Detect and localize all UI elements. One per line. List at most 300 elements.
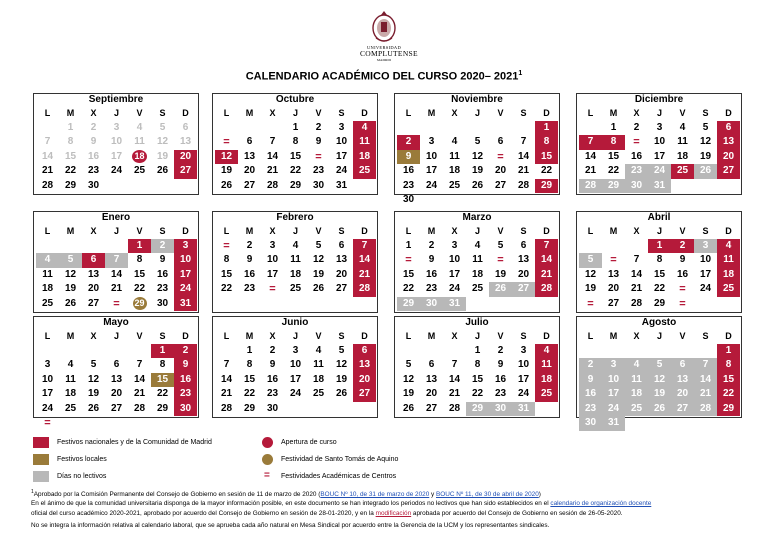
weekday-header: L (587, 226, 594, 236)
day-number: 21 (699, 388, 712, 399)
day-cell (59, 135, 82, 150)
day-cell (82, 282, 105, 297)
day-cell (215, 373, 238, 388)
day-number: 3 (269, 239, 276, 251)
day-number: 2 (246, 239, 253, 251)
day-cell (512, 150, 535, 165)
weekday-header: S (520, 331, 527, 341)
day-number: 24 (653, 165, 666, 176)
day-number: 12 (87, 373, 100, 385)
day-number: 26 (402, 402, 415, 414)
day-number: 17 (607, 388, 620, 399)
day-cell (82, 135, 105, 150)
day-cell (602, 358, 625, 373)
day-number: 23 (179, 388, 192, 399)
bouc-11-link[interactable]: BOUC Nº 11, de 30 de abril de 2020 (436, 491, 539, 499)
day-number: 9 (159, 254, 166, 265)
day-number: 9 (497, 359, 504, 370)
day-number: 26 (494, 283, 507, 294)
day-cell (105, 297, 128, 312)
day-cell (151, 268, 174, 283)
day-number: 14 (699, 373, 712, 385)
weekday-header: D (361, 331, 368, 341)
empty-cell (215, 121, 238, 136)
legend-circle-gold-icon (262, 454, 273, 465)
day-number: 12 (653, 373, 666, 385)
day-number: 31 (179, 297, 192, 309)
day-cell (420, 150, 443, 165)
day-cell (420, 239, 443, 254)
day-number: = (587, 297, 594, 310)
day-cell (625, 402, 648, 417)
day-number: 22 (471, 388, 484, 399)
day-cell (397, 297, 420, 312)
day-number: 3 (182, 239, 189, 251)
empty-cell (648, 344, 671, 359)
weekday-header: V (497, 331, 504, 341)
day-number: 22 (64, 165, 77, 176)
month-name: Noviembre (394, 93, 560, 105)
day-cell (59, 253, 82, 268)
day-number: 18 (630, 388, 643, 399)
day-cell (512, 387, 535, 402)
day-number: 27 (722, 165, 735, 176)
day-number: 22 (289, 165, 302, 176)
day-cell (694, 268, 717, 283)
weekday-header: M (609, 108, 618, 118)
day-cell (284, 179, 307, 194)
day-number: 22 (402, 283, 415, 294)
day-number: 29 (722, 402, 735, 414)
day-grid (36, 224, 197, 311)
day-cell (215, 253, 238, 268)
day-cell (420, 268, 443, 283)
day-cell (174, 402, 197, 417)
month-11 (576, 316, 742, 428)
day-cell (330, 373, 353, 388)
day-number: 12 (335, 359, 348, 370)
day-number: 26 (471, 179, 484, 191)
day-number: 30 (584, 417, 597, 428)
day-cell (215, 239, 238, 254)
day-number: 22 (607, 165, 620, 176)
day-cell (671, 358, 694, 373)
day-number: 1 (474, 344, 481, 356)
day-number: 30 (179, 402, 192, 414)
day-cell (174, 150, 197, 165)
day-number: 27 (517, 283, 530, 294)
day-cell (330, 121, 353, 136)
day-cell (602, 121, 625, 136)
weekday-header: D (543, 226, 550, 236)
day-number: 18 (722, 268, 735, 280)
weekday-header: X (269, 108, 276, 118)
day-cell (671, 297, 694, 312)
day-number: 12 (584, 268, 597, 280)
day-number: 7 (702, 359, 709, 370)
day-number: 27 (87, 297, 100, 309)
day-cell (307, 253, 330, 268)
day-number: 19 (87, 388, 100, 399)
day-cell (330, 387, 353, 402)
day-cell (82, 164, 105, 179)
day-cell (443, 239, 466, 254)
day-number: 20 (425, 388, 438, 399)
day-cell (466, 179, 489, 194)
day-cell (512, 373, 535, 388)
day-number: 14 (110, 268, 123, 280)
day-cell (671, 387, 694, 402)
day-cell (36, 373, 59, 388)
day-number: 20 (87, 283, 100, 294)
day-cell (238, 253, 261, 268)
day-cell (671, 282, 694, 297)
weekday-header: D (725, 226, 732, 236)
day-cell (489, 179, 512, 194)
day-cell (82, 150, 105, 165)
day-number: 15 (402, 268, 415, 280)
day-number: 13 (425, 373, 438, 385)
day-number: 20 (517, 268, 530, 280)
day-cell (307, 135, 330, 150)
day-number: 17 (335, 150, 348, 162)
day-cell (174, 387, 197, 402)
day-cell (579, 150, 602, 165)
weekday-header: J (474, 108, 480, 118)
day-number: 29 (134, 297, 145, 308)
day-cell (238, 358, 261, 373)
day-number: 15 (722, 373, 735, 385)
day-number: 8 (543, 136, 550, 147)
day-cell (625, 164, 648, 179)
day-number: 14 (630, 268, 643, 280)
day-cell (151, 135, 174, 150)
day-number: 26 (312, 283, 325, 294)
day-number: 4 (67, 359, 74, 370)
month-3 (576, 93, 742, 195)
month-10 (394, 316, 560, 418)
day-cell (215, 282, 238, 297)
day-number: 24 (517, 388, 530, 399)
empty-cell (36, 344, 59, 359)
day-cell (397, 239, 420, 254)
day-number: 11 (42, 268, 53, 280)
day-cell (128, 268, 151, 283)
day-number: 14 (584, 150, 597, 162)
day-number: 5 (315, 239, 322, 251)
day-cell (128, 164, 151, 179)
day-number: = (223, 136, 230, 148)
day-cell (717, 164, 740, 179)
weekday-header: D (361, 226, 368, 236)
day-number: 16 (87, 150, 100, 162)
day-cell (238, 164, 261, 179)
day-cell (694, 282, 717, 297)
day-cell (717, 387, 740, 402)
day-number: 8 (67, 136, 74, 147)
day-number: 8 (656, 254, 663, 265)
weekday-header: V (315, 108, 322, 118)
day-cell (602, 253, 625, 268)
empty-cell (261, 121, 284, 136)
day-number: 16 (425, 268, 438, 280)
day-cell (671, 373, 694, 388)
day-cell (59, 164, 82, 179)
day-number: 29 (402, 297, 415, 309)
day-cell (307, 179, 330, 194)
day-number: 5 (497, 239, 504, 251)
day-number: = (497, 150, 504, 163)
day-number: 20 (676, 388, 689, 399)
day-cell (694, 121, 717, 136)
day-number: 28 (517, 179, 530, 191)
day-number: = (44, 417, 51, 429)
day-number: 1 (543, 121, 550, 133)
day-number: 15 (156, 373, 169, 385)
weekday-header: J (474, 331, 480, 341)
day-cell (602, 164, 625, 179)
day-cell (284, 282, 307, 297)
empty-cell (694, 344, 717, 359)
day-number: 17 (289, 373, 302, 385)
weekday-header: D (725, 331, 732, 341)
day-number: 1 (292, 121, 299, 133)
day-number: 2 (633, 121, 640, 133)
day-number: 13 (517, 254, 530, 265)
day-cell (443, 253, 466, 268)
day-number: 9 (315, 136, 322, 147)
bouc-10-link[interactable]: BOUC Nº 10, de 31 de marzo de 2020 (320, 491, 430, 499)
weekday-header: J (656, 108, 662, 118)
day-number: 28 (41, 179, 54, 191)
day-cell (36, 282, 59, 297)
day-number: 2 (405, 136, 412, 147)
day-number: 28 (266, 179, 279, 191)
empty-cell (59, 239, 82, 254)
day-cell (397, 179, 420, 194)
day-cell (151, 358, 174, 373)
day-number: 6 (246, 136, 253, 147)
day-number: 23 (584, 402, 597, 414)
day-cell (625, 373, 648, 388)
weekday-header: X (269, 331, 276, 341)
day-cell (59, 268, 82, 283)
day-cell (420, 135, 443, 150)
day-number: 1 (405, 239, 412, 251)
day-cell (353, 135, 376, 150)
day-cell (625, 150, 648, 165)
day-cell (466, 150, 489, 165)
day-cell (625, 135, 648, 150)
day-number: = (497, 254, 504, 266)
day-cell (397, 282, 420, 297)
day-number: 4 (136, 121, 143, 133)
day-number: 10 (110, 136, 123, 147)
day-cell (489, 164, 512, 179)
day-number: 26 (156, 165, 169, 176)
day-number: 10 (179, 254, 192, 265)
empty-cell (602, 344, 625, 359)
day-cell (353, 268, 376, 283)
weekday-header: D (543, 331, 550, 341)
day-cell (307, 121, 330, 136)
day-number: 15 (243, 373, 256, 385)
day-cell (694, 358, 717, 373)
day-number: = (679, 283, 686, 295)
day-number: 25 (722, 283, 735, 294)
weekday-header: V (315, 226, 322, 236)
day-number: 14 (517, 150, 530, 162)
day-cell (261, 402, 284, 417)
day-number: 12 (156, 136, 169, 147)
day-cell (420, 164, 443, 179)
day-number: 20 (110, 388, 123, 399)
day-number: 4 (474, 239, 481, 251)
day-cell (307, 344, 330, 359)
day-cell (238, 179, 261, 194)
day-cell (420, 387, 443, 402)
weekday-header: S (702, 108, 709, 118)
weekday-header: M (245, 226, 254, 236)
day-number: 25 (448, 179, 461, 191)
day-cell (151, 402, 174, 417)
weekday-header: M (427, 331, 436, 341)
weekday-header: V (497, 108, 504, 118)
day-cell (261, 268, 284, 283)
empty-cell (36, 121, 59, 136)
day-cell (443, 373, 466, 388)
empty-cell (579, 344, 602, 359)
month-6 (394, 211, 560, 313)
day-cell (489, 282, 512, 297)
day-cell (261, 179, 284, 194)
day-cell (602, 416, 625, 431)
day-cell (489, 135, 512, 150)
day-cell (261, 253, 284, 268)
day-number: 7 (361, 239, 368, 251)
day-number: 22 (133, 283, 146, 294)
day-number: 30 (312, 179, 325, 191)
day-cell (602, 387, 625, 402)
day-number: 21 (110, 283, 123, 294)
day-number: 22 (220, 283, 233, 294)
day-cell (330, 239, 353, 254)
day-number: 21 (517, 165, 530, 176)
day-number: 16 (266, 373, 279, 385)
day-number: 24 (425, 179, 438, 191)
day-cell (579, 373, 602, 388)
day-number: 4 (633, 359, 640, 370)
day-cell (602, 282, 625, 297)
day-number: 9 (246, 254, 253, 265)
day-cell (625, 253, 648, 268)
day-cell (489, 150, 512, 165)
empty-cell (215, 344, 238, 359)
day-number: 29 (607, 179, 620, 191)
day-number: 27 (607, 297, 620, 309)
day-cell (466, 239, 489, 254)
day-cell (489, 268, 512, 283)
day-number: 28 (220, 402, 233, 414)
day-cell (602, 268, 625, 283)
day-cell (261, 239, 284, 254)
day-cell (261, 373, 284, 388)
day-cell (420, 282, 443, 297)
day-cell (284, 387, 307, 402)
day-number: 29 (243, 402, 256, 414)
day-number: 22 (156, 388, 169, 399)
empty-cell (579, 239, 602, 254)
day-number: 29 (540, 179, 553, 191)
day-number: 19 (471, 165, 484, 176)
day-number: 18 (540, 373, 553, 385)
day-cell (671, 150, 694, 165)
day-cell (625, 282, 648, 297)
empty-cell (602, 239, 625, 254)
day-number: 17 (653, 150, 666, 162)
day-number: 15 (471, 373, 484, 385)
day-number: 20 (243, 165, 256, 176)
day-number: 6 (428, 359, 435, 370)
day-number: 5 (474, 136, 481, 147)
day-cell (648, 268, 671, 283)
day-number: 22 (722, 388, 735, 399)
day-number: 9 (679, 254, 686, 265)
day-cell (717, 402, 740, 417)
day-number: 20 (358, 373, 371, 385)
day-number: 7 (136, 359, 143, 370)
day-cell (489, 387, 512, 402)
day-number: 17 (699, 268, 712, 280)
month-name: Agosto (576, 316, 742, 328)
day-cell (128, 358, 151, 373)
day-cell (307, 150, 330, 165)
day-cell (694, 402, 717, 417)
day-number: 25 (471, 283, 484, 294)
day-number: 16 (179, 373, 192, 385)
weekday-header: D (725, 108, 732, 118)
day-number: 19 (64, 283, 77, 294)
calendario-organizacion-link[interactable]: calendario de organización docente (550, 500, 652, 507)
day-cell (307, 387, 330, 402)
day-cell (307, 282, 330, 297)
modificacion-link[interactable]: modificación (375, 510, 412, 517)
day-number: 4 (725, 239, 732, 251)
day-number: 6 (182, 121, 189, 133)
weekday-header: X (90, 108, 97, 118)
day-number: 21 (540, 268, 553, 280)
day-number: 9 (405, 150, 412, 162)
footnote-1: $^1$Aprobado por la Comisión Permanente del Consejo de Gobierno en sesión de 11 de marzo de 2020 (BOUC Nº 10, de 31 de marzo de 2020 y BOUC Nº 11, de 30 de abril de 2020) (31, 489, 541, 499)
day-number: 6 (679, 359, 686, 370)
day-cell (284, 358, 307, 373)
day-cell (174, 282, 197, 297)
day-number: 2 (90, 121, 97, 133)
day-number: 28 (630, 297, 643, 309)
month-name: Mayo (33, 316, 199, 328)
day-cell (466, 282, 489, 297)
day-cell (128, 135, 151, 150)
day-number: 27 (676, 402, 689, 414)
day-number: 18 (64, 388, 77, 399)
day-cell (625, 358, 648, 373)
day-number: 5 (656, 359, 663, 370)
legend (33, 437, 733, 487)
day-number: 16 (243, 268, 256, 280)
day-cell (512, 164, 535, 179)
day-cell (602, 297, 625, 312)
footnote-4: No se integra la información relativa al calendario laboral, que se aprueba cada año natural en Mesa Sindical por acuerdo entre la Gerencia de la UCM y los representantes sindicales. (31, 522, 550, 529)
